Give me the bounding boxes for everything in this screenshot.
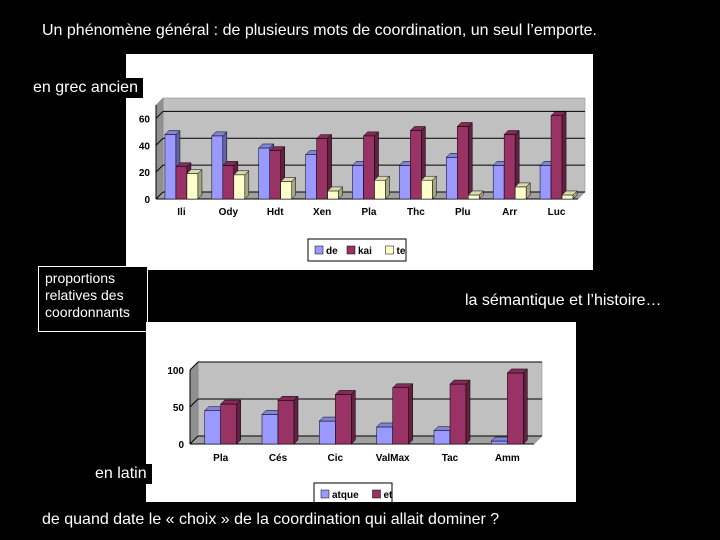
bar-front xyxy=(205,411,221,444)
bar-te-Arr xyxy=(515,183,530,199)
bar-front xyxy=(377,427,393,444)
legend-swatch-te xyxy=(386,246,394,254)
bar-front xyxy=(262,414,278,444)
legend xyxy=(308,239,406,261)
bar-side xyxy=(294,396,298,444)
y-tick-label: 60 xyxy=(138,114,150,126)
bar-front xyxy=(457,126,468,199)
bar-et-ValMax xyxy=(393,384,413,444)
slide-title: Un phénomène général : de plusieurs mots de coordination, un seul l’emporte. xyxy=(42,22,597,39)
legend-label-kai: kai xyxy=(358,246,372,257)
bar-front xyxy=(234,175,245,199)
bar-front xyxy=(515,187,526,199)
greek-chart-svg xyxy=(126,54,593,270)
proportions-line-1: proportions xyxy=(45,270,116,286)
greek-chart xyxy=(126,54,593,270)
x-tick-label: Pla xyxy=(361,207,377,218)
plot-floor xyxy=(190,436,542,444)
bar-side xyxy=(523,369,527,444)
bar-front xyxy=(335,394,351,444)
bar-front xyxy=(281,182,292,199)
bar-et-Cic xyxy=(335,390,355,444)
bar-front xyxy=(165,135,176,199)
bar-side xyxy=(466,380,470,444)
bar-te-Ili xyxy=(187,169,202,199)
x-tick-label: Cés xyxy=(268,453,288,464)
x-tick-label: Hdt xyxy=(266,207,284,218)
bar-side xyxy=(409,384,413,444)
x-tick-label: Plu xyxy=(454,207,471,218)
bar-front xyxy=(491,441,507,444)
latin-chart xyxy=(146,322,576,502)
bar-front xyxy=(504,135,515,199)
legend-swatch-de xyxy=(315,246,323,254)
bar-front xyxy=(328,191,339,199)
bar-front xyxy=(399,165,410,199)
bar-kai-Luc xyxy=(551,112,566,199)
bar-front xyxy=(410,131,421,199)
x-tick-label: Tac xyxy=(441,453,459,464)
legend-label-de: de xyxy=(326,246,338,257)
x-tick-label: Luc xyxy=(547,207,566,218)
bar-side xyxy=(468,122,472,199)
bar-front xyxy=(446,157,457,199)
bar-front xyxy=(306,155,317,199)
label-semantique: la sémantique et l’histoire… xyxy=(465,292,662,309)
bar-side xyxy=(245,171,249,199)
bar-front xyxy=(393,388,409,444)
x-tick-label: Ili xyxy=(177,207,186,218)
y-tick-label: 40 xyxy=(138,141,150,153)
x-tick-label: Cic xyxy=(327,453,344,464)
x-tick-label: ValMax xyxy=(375,453,410,464)
bar-front xyxy=(221,404,237,444)
proportions-box xyxy=(38,266,148,332)
bar-side xyxy=(237,400,241,444)
legend-label-et: et xyxy=(383,490,393,501)
bar-front xyxy=(562,195,573,199)
bar-front xyxy=(278,400,294,444)
bottom-question: de quand date le « choix » de la coordination qui allait dominer ? xyxy=(42,511,500,528)
bar-et-Cés xyxy=(278,396,298,444)
bar-front xyxy=(187,173,198,199)
bar-side xyxy=(198,169,202,199)
legend-label-atque: atque xyxy=(332,490,359,501)
label-latin: en latin xyxy=(90,464,152,484)
bar-front xyxy=(317,139,328,199)
y-tick-label: 20 xyxy=(138,168,150,180)
legend-swatch-et xyxy=(373,490,381,498)
x-tick-label: Arr xyxy=(502,207,518,218)
label-greek: en grec ancien xyxy=(28,78,143,98)
bar-front xyxy=(364,136,375,199)
bar-et-Pla xyxy=(221,400,241,444)
legend xyxy=(314,483,393,502)
bar-et-Amm xyxy=(507,369,527,444)
bar-front xyxy=(212,136,223,199)
x-tick-label: Pla xyxy=(213,453,229,464)
bar-front xyxy=(468,195,479,199)
bar-front xyxy=(540,165,551,199)
y-tick-label: 50 xyxy=(172,403,184,414)
bar-te-Ody xyxy=(234,171,249,199)
bar-front xyxy=(551,116,562,199)
bar-kai-Plu xyxy=(457,122,472,199)
bar-front xyxy=(507,373,523,444)
legend-swatch-atque xyxy=(321,490,329,498)
bar-te-Pla xyxy=(375,176,390,199)
bar-front xyxy=(493,165,504,199)
bar-front xyxy=(353,165,364,199)
bar-front xyxy=(176,167,187,199)
bar-front xyxy=(223,165,234,199)
x-tick-label: Thc xyxy=(406,207,425,218)
bar-front xyxy=(270,151,281,199)
bar-et-Tac xyxy=(450,380,470,444)
bar-te-Xen xyxy=(328,187,343,199)
bar-front xyxy=(375,180,386,199)
latin-chart-svg xyxy=(146,322,576,502)
bar-te-Hdt xyxy=(281,178,296,199)
bar-front xyxy=(319,421,335,444)
bar-te-Thc xyxy=(421,176,436,199)
bar-side xyxy=(351,390,355,444)
legend-label-te: te xyxy=(396,246,406,257)
proportions-line-2: relatives des xyxy=(45,287,124,303)
x-tick-label: Amm xyxy=(494,453,520,464)
y-tick-label: 0 xyxy=(144,195,150,206)
x-tick-label: Ody xyxy=(218,207,239,218)
proportions-line-3: coordonnants xyxy=(45,304,130,320)
y-tick-label: 100 xyxy=(167,366,184,377)
x-tick-label: Xen xyxy=(312,207,332,218)
y-tick-label: 0 xyxy=(178,440,184,451)
bar-front xyxy=(421,180,432,199)
bar-front xyxy=(434,431,450,444)
bar-side xyxy=(562,112,566,199)
bar-front xyxy=(450,384,466,444)
bar-front xyxy=(259,148,270,199)
legend-swatch-kai xyxy=(347,246,355,254)
